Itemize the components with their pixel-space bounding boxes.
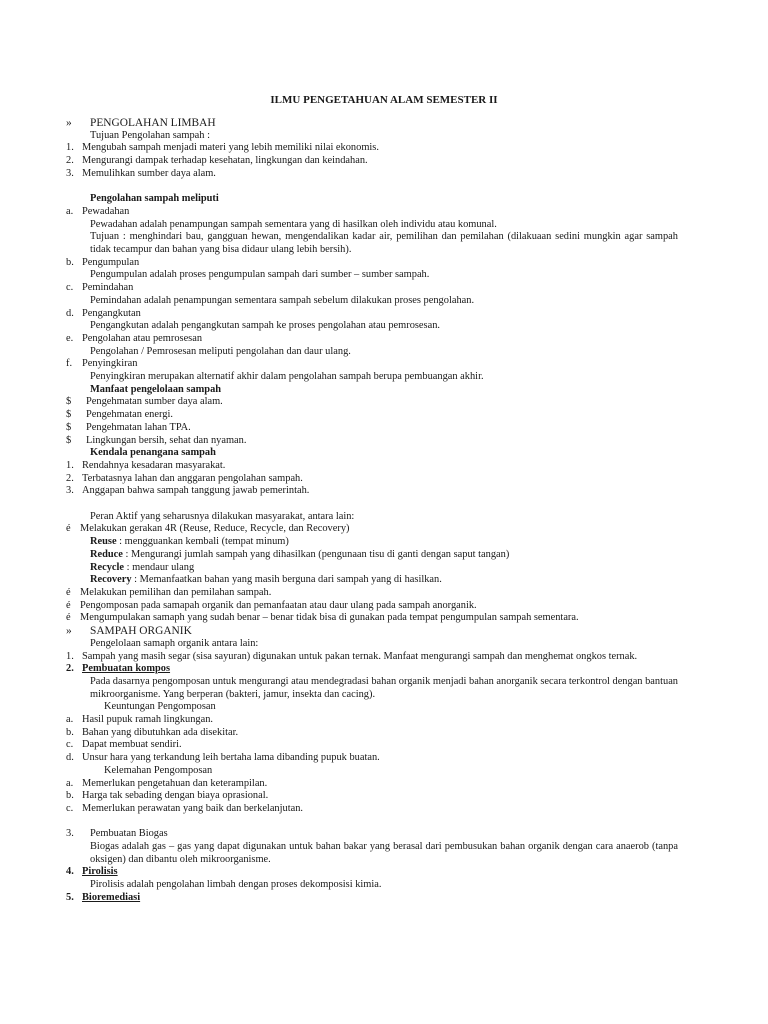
list-marker: f. [66,358,73,370]
paragraph-text: Biogas adalah gas – gas yang dapat digunakan untuk bahan bakar yang berasal dari pembusukan bahan organik dengan cara anaerob (tanpa oksigen) dan dibantu oleh mikroorganisme. [90,841,678,865]
list-text: Pengomposan pada samapah organik dan pemanfaatan atau daur ulang pada sampah anorganik. [80,599,477,611]
paragraph-text: Pirolisis adalah pengolahan limbah dengan proses dekomposisi kimia. [90,879,382,891]
list-text: Bahan yang dibutuhkan ada disekitar. [82,726,239,738]
peran-intro [66,511,678,524]
definition-reuse [66,536,678,549]
paragraph-text: Pemindahan adalah penampungan sementara sampah sebelum dilakukan proses pengolahan. [90,294,475,306]
section-marker: » [66,117,72,129]
list-marker: $ [66,421,72,433]
paragraph-text: Pewadahan adalah penampungan sampah sementara yang di hasilkan oleh individu atau komunal. [90,218,497,230]
list-text: Pirolisis [82,866,118,878]
list-item [66,396,678,409]
term-desc: : mendaur ulang [124,561,195,573]
sampah-organik-intro [66,638,678,651]
paragraph-text: Pengumpulan adalah proses pengumpulan sampah dari sumber – sumber sampah. [90,269,430,281]
list-text: Memerlukan pengetahuan dan keterampilan. [82,777,268,789]
list-item-pirolisis [66,866,678,879]
spacer [66,181,678,194]
document-body [66,117,678,905]
list-item [66,485,678,498]
list-item [66,308,678,321]
term-desc: : mengguankan kembali (tempat minum) [116,536,289,548]
list-marker: é [66,523,71,535]
paragraph [66,676,678,701]
list-item [66,422,678,435]
list-item [66,778,678,791]
list-marker: $ [66,396,72,408]
keuntungan-label [66,701,678,714]
list-marker: c. [66,802,74,814]
list-item [66,727,678,740]
section-title: PENGOLAHAN LIMBAH [90,117,216,129]
paragraph [66,219,678,232]
list-text: Pengehmatan energi. [86,409,173,421]
list-marker: 2. [66,663,74,675]
spacer [66,816,678,829]
list-marker: d. [66,752,74,764]
list-item [66,409,678,422]
subheading-text: Kendala penangana sampah [90,447,216,459]
paragraph [66,841,678,866]
paragraph [66,879,678,892]
list-marker: b. [66,256,74,268]
tujuan-label-text: Tujuan Pengolahan sampah : [90,129,210,141]
list-marker: c. [66,282,74,294]
subheading-manfaat [66,384,678,397]
list-text: Anggapan bahwa sampah tanggung jawab pemerintah. [82,485,310,497]
term-desc: : Mengurangi jumlah sampah yang dihasilkan (pengunaan tisu di ganti dengan saput tangan) [122,548,510,560]
definition-recycle [66,562,678,575]
list-marker: é [66,586,71,598]
list-text: Penyingkiran [82,358,138,370]
list-item-bioremediasi [66,892,678,905]
list-item [66,333,678,346]
list-marker: c. [66,739,74,751]
list-item-biogas [66,828,678,841]
label-text: Keuntungan Pengomposan [104,701,216,713]
list-text: Melakukan gerakan 4R (Reuse, Reduce, Recycle, dan Recovery) [80,523,350,535]
list-marker: 3. [66,485,74,497]
list-item-kompos [66,663,678,676]
list-text: Rendahnya kesadaran masyarakat. [82,459,226,471]
list-text: Sampah yang masih segar (sisa sayuran) digunakan untuk pakan ternak. Manfaat mengurangi sampah dan menghemat ongkos ternak. [82,650,638,662]
list-marker: b. [66,790,74,802]
list-marker: a. [66,777,74,789]
paragraph [66,231,678,256]
list-text: Harga tak sebading dengan biaya oprasional. [82,790,269,802]
list-item [66,142,678,155]
list-marker: 1. [66,459,74,471]
list-marker: 5. [66,891,74,903]
list-item [66,587,678,600]
section-marker: » [66,625,72,638]
definition-reduce [66,549,678,562]
subheading-kendala [66,447,678,460]
list-marker: $ [66,409,72,421]
term: Recovery [90,574,132,586]
list-item [66,435,678,448]
list-item [66,714,678,727]
section-heading-pengolahan-limbah [66,117,678,130]
subheading-text: Manfaat pengelolaan sampah [90,383,222,395]
list-marker: 1. [66,650,74,662]
list-text: Mengurangi dampak terhadap kesehatan, lingkungan dan keindahan. [82,155,368,167]
list-text: Melakukan pemilihan dan pemilahan sampah. [80,586,272,598]
list-item [66,612,678,625]
list-item [66,752,678,765]
term: Recycle [90,561,125,573]
list-text: Mengubah sampah menjadi materi yang lebih memiliki nilai ekonomis. [82,142,379,154]
paragraph [66,346,678,359]
kelemahan-label [66,765,678,778]
section-title: SAMPAH ORGANIK [90,625,192,638]
list-marker: 3. [66,828,74,840]
list-text: Pengehmatan lahan TPA. [86,421,191,433]
list-marker: 2. [66,155,74,167]
list-marker: 1. [66,142,74,154]
spacer [66,498,678,511]
list-text: Mengumpulakan samaph yang sudah benar – benar tidak bisa di gunakan pada tempat pengumpulan sampah sementara. [80,612,579,624]
list-item [66,473,678,486]
list-item [66,523,678,536]
paragraph-text: Pengelolaan samaph organik antara lain: [90,637,259,649]
list-item [66,358,678,371]
paragraph [66,269,678,282]
list-item [66,739,678,752]
paragraph-text: Peran Aktif yang seharusnya dilakukan masyarakat, antara lain: [90,510,355,522]
document-title: ILMU PENGETAHUAN ALAM SEMESTER II [270,94,498,106]
list-text: Pewadahan [82,205,130,217]
list-marker: $ [66,434,72,446]
list-item [66,803,678,816]
list-text: Unsur hara yang terkandung leih bertaha lama dibanding pupuk buatan. [82,752,380,764]
list-marker: d. [66,307,74,319]
subheading-text: Pengolahan sampah meliputi [90,193,219,205]
list-item [66,168,678,181]
paragraph-text: Tujuan : menghindari bau, gangguan hewan, mengendalikan kadar air, pemilihan dan pemilahan (dilakuaan sedini mungkin agar sampah tidak tecampur dan bahan yang bisa didaur ulang lebih bersih). [90,231,678,256]
paragraph [66,320,678,333]
list-text: Pengehmatan sumber daya alam. [86,396,223,408]
paragraph-text: Penyingkiran merupakan alternatif akhir dalam pengolahan sampah berupa pembuangan akhir. [90,371,484,383]
list-text: Memulihkan sumber daya alam. [82,167,216,179]
list-marker: é [66,612,71,624]
list-text: Pemindahan [82,282,134,294]
list-item [66,206,678,219]
term-desc: : Memanfaatkan bahan yang masih berguna dari sampah yang di hasilkan. [131,574,442,586]
list-text: Pembuatan kompos [82,663,171,675]
list-marker: e. [66,332,74,344]
list-text: Pengolahan atau pemrosesan [82,332,203,344]
subheading-meliputi [66,193,678,206]
list-marker: é [66,599,71,611]
paragraph-text: Pada dasarnya pengomposan untuk mengurangi atau mendegradasi bahan organik menjadi bahan anorganik secara terkontrol dengan bantuan mikroorganisme. Yang berperan (bakteri, jamur, insekta dan cacing). [90,675,678,700]
list-text: Dapat membuat sendiri. [82,739,182,751]
list-item [66,651,678,664]
list-text: Lingkungan bersih, sehat dan nyaman. [86,434,247,446]
list-item [66,155,678,168]
term: Reduce [90,548,123,560]
list-text: Terbatasnya lahan dan anggaran pengolahan sampah. [82,472,303,484]
label-text: Kelemahan Pengomposan [104,764,213,776]
term: Reuse [90,536,117,548]
list-text: Pembuatan Biogas [90,828,168,840]
list-text: Pengangkutan [82,307,141,319]
paragraph-text: Pengolahan / Pemrosesan meliputi pengolahan dan daur ulang. [90,345,351,357]
list-item [66,282,678,295]
list-item [66,790,678,803]
definition-recovery [66,574,678,587]
list-marker: 4. [66,866,74,878]
list-item [66,257,678,270]
paragraph [66,371,678,384]
list-text: Pengumpulan [82,256,140,268]
tujuan-label [66,130,678,143]
list-text: Hasil pupuk ramah lingkungan. [82,714,214,726]
list-text: Bioremediasi [82,891,141,903]
list-marker: a. [66,714,74,726]
list-item [66,460,678,473]
list-marker: 3. [66,167,74,179]
list-item [66,600,678,613]
list-marker: 2. [66,472,74,484]
list-marker: b. [66,726,74,738]
list-marker: a. [66,205,74,217]
list-text: Memerlukan perawatan yang baik dan berkelanjutan. [82,802,303,814]
paragraph-text: Pengangkutan adalah pengangkutan sampah ke proses pengolahan atau pemrosesan. [90,320,440,332]
paragraph [66,295,678,308]
section-heading-sampah-organik [66,625,678,638]
